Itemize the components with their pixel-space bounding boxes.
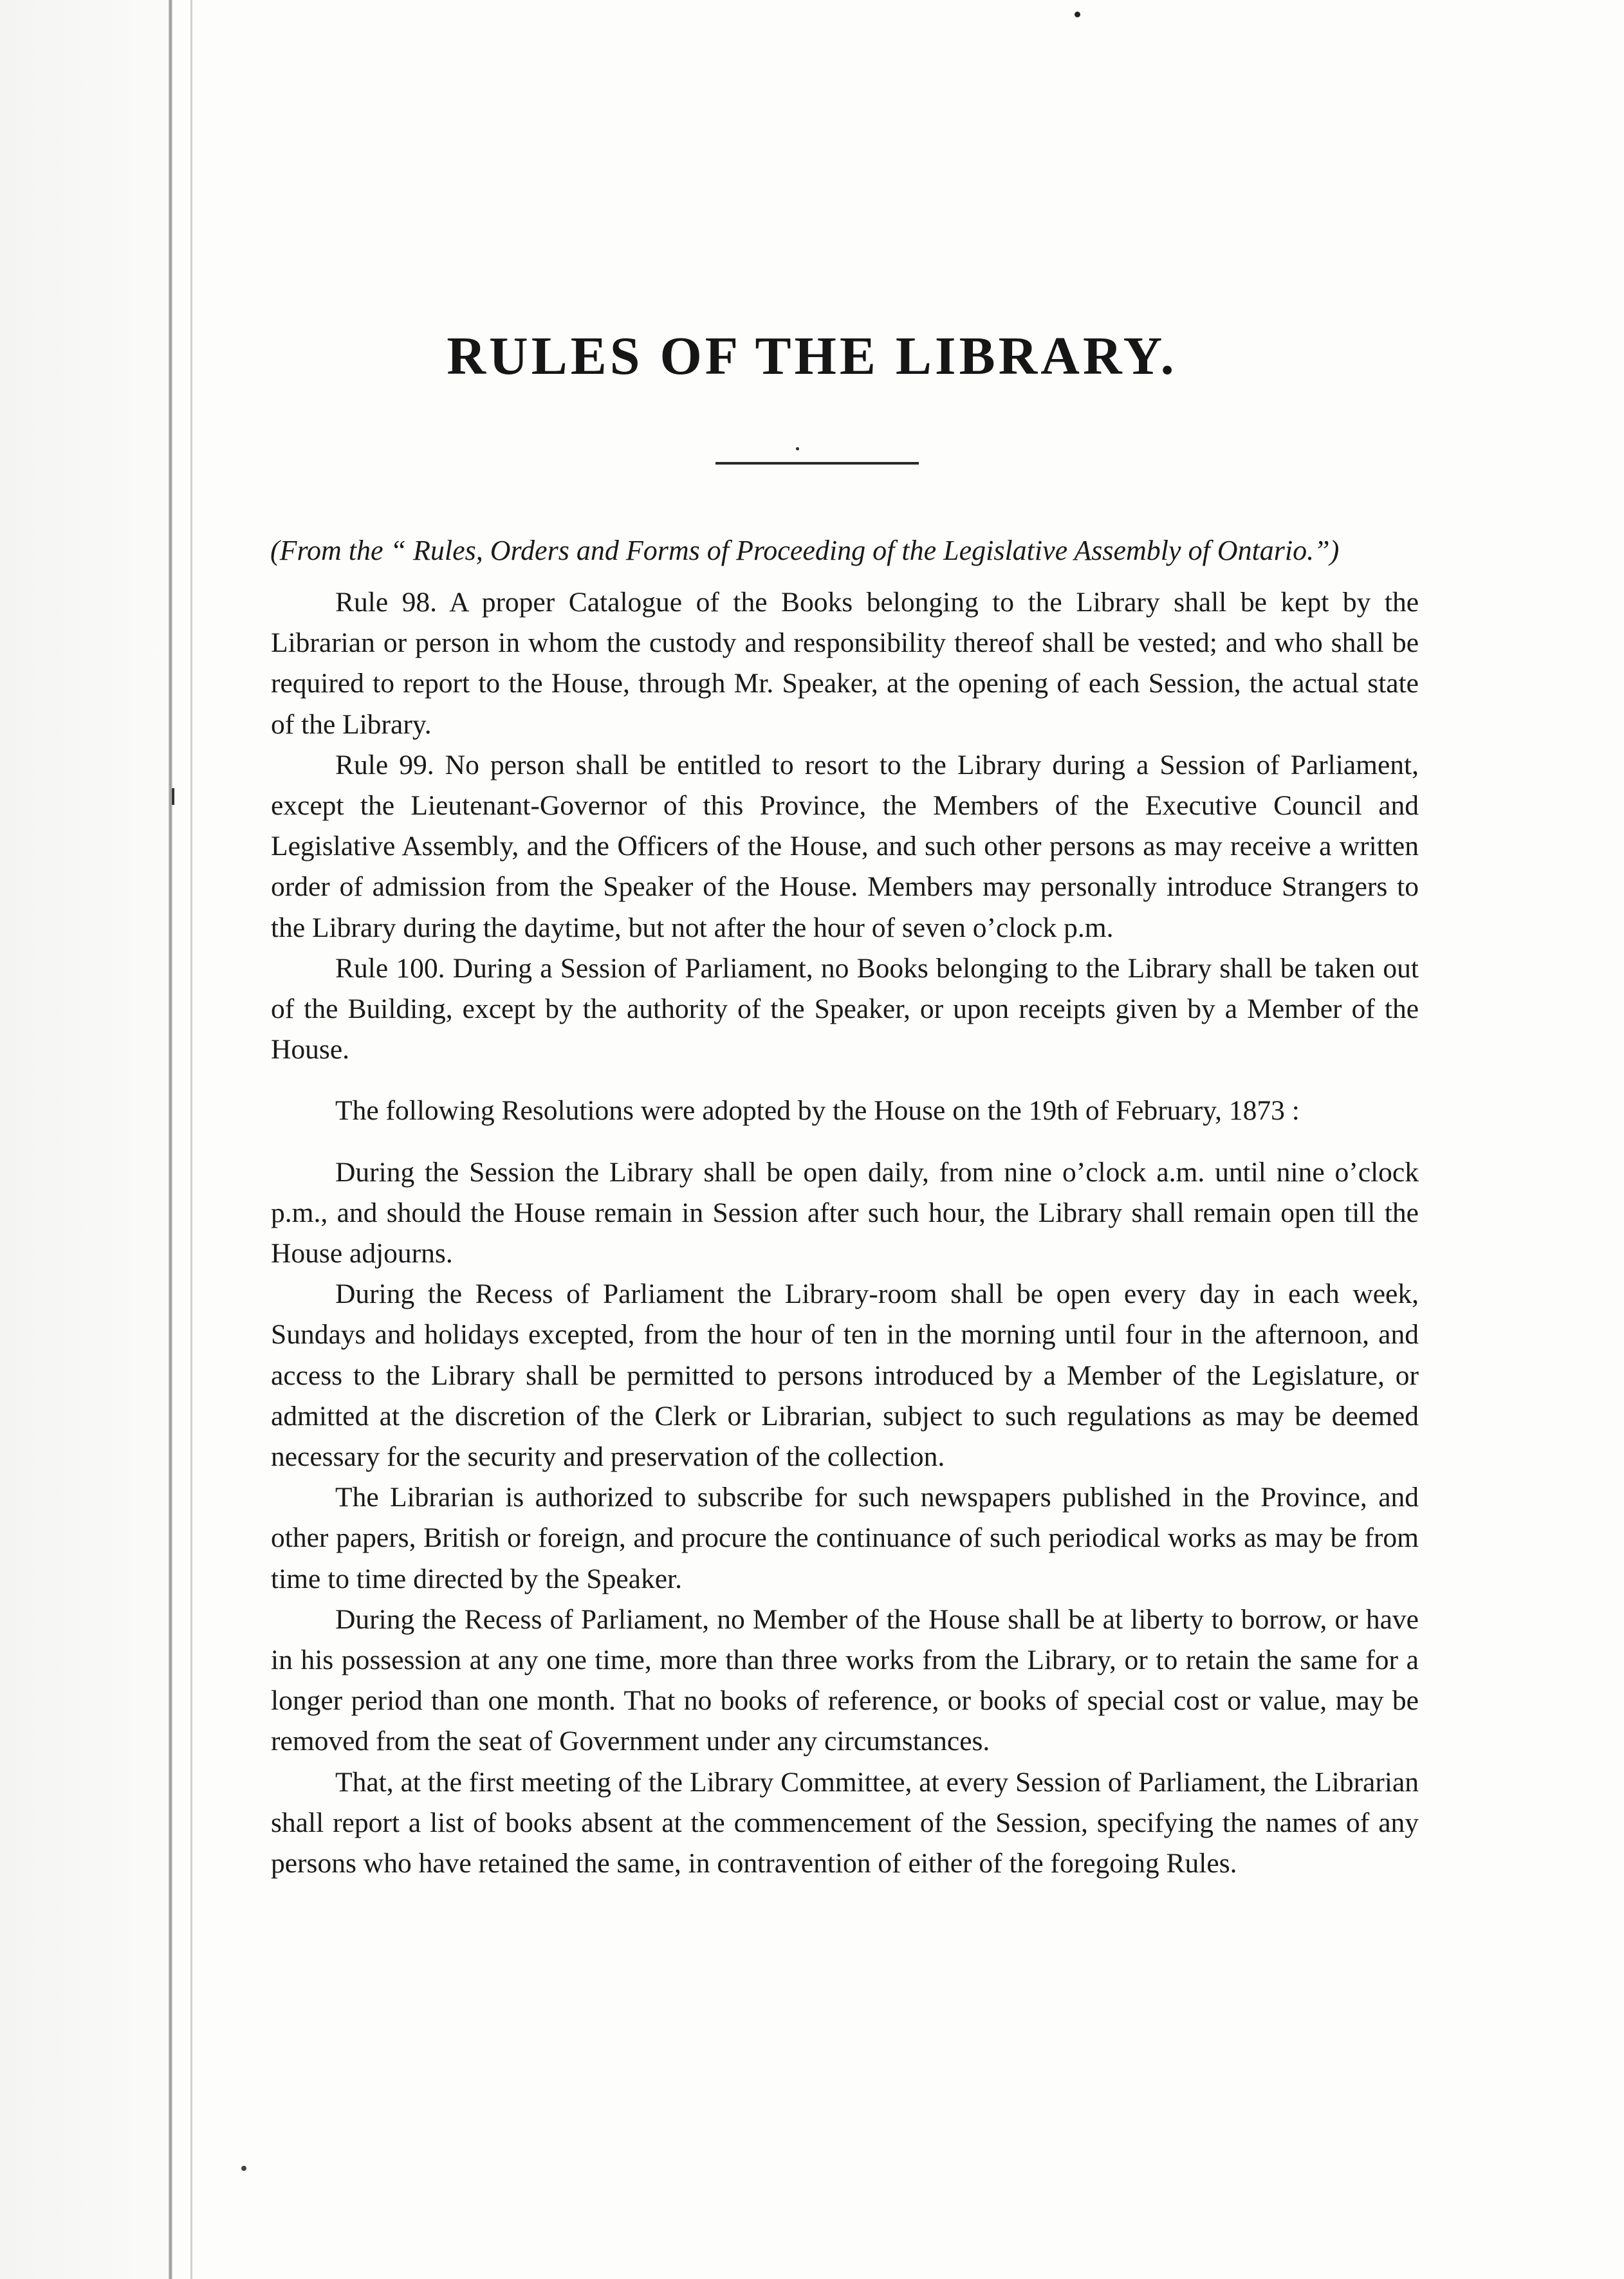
divider-dot xyxy=(796,447,799,450)
paragraph-resolutions-intro: The following Resolutions were adopted by the House on the 19th of February, 1873 : xyxy=(335,1095,1300,1127)
paragraph-newspapers: The Librarian is authorized to subscribe for such newspapers published in the Province, and other papers, British or foreign, and procure the continuance of such periodical works as may be from time to time directed by the Speaker. xyxy=(271,1482,1419,1594)
margin-mark xyxy=(172,788,174,805)
paragraph-rule-99: Rule 99. No person shall be entitled to resort to the Library during a Session of Parliament, except the Lieutenant-Governor of this Province, the Members of the Executive Council and Legislative Assembly, and the Officers of the House, and such other persons as may receive a written order of admission from the Speaker of the House. Members may personally introduce Strangers to the Library during the daytime, but not after the hour of seven o’clock p.m. xyxy=(271,749,1419,943)
paragraph-recess-hours: During the Recess of Parliament the Library-room shall be open every day in each week, Sundays and holidays excepted, from the hour of ten in the morning until four in the afternoon, and access to the Library shall be permitted to persons introduced by a Member of the Legislature, or admitted at the discretion of the Clerk or Librarian, subject to such regulations as may be deemed necessary for the security and preservation of the collection. xyxy=(271,1278,1419,1473)
paragraph-session-hours: During the Session the Library shall be open daily, from nine o’clock a.m. until nine o’clock p.m., and should the House remain in Session after such hour, the Library shall remain open till the House adjourns. xyxy=(271,1156,1419,1269)
body-text xyxy=(271,582,1419,1884)
paragraph-committee-report: That, at the first meeting of the Library Committee, at every Session of Parliament, the Librarian shall report a list of books absent at the commencement of the Session, specifying the names of any persons who have retained the same, in contravention of either of the foregoing Rules. xyxy=(271,1766,1419,1879)
ink-speck-bottom xyxy=(241,2166,246,2171)
title-divider xyxy=(715,462,919,465)
paragraph-rule-100: Rule 100. During a Session of Parliament, no Books belonging to the Library shall be taken out of the Building, except by the authority of the Speaker, or upon receipts given by a Member of the House. xyxy=(271,952,1419,1066)
ink-speck xyxy=(1075,12,1080,17)
page-title: RULES OF THE LIBRARY. xyxy=(447,326,1177,386)
paragraph-borrowing: During the Recess of Parliament, no Member of the House shall be at liberty to borrow, or have in his possession at any one time, more than three works from the Library, or to retain the same for a longer period than one month. That no books of reference, or books of special cost or value, may be removed from the seat of Government under any circumstances. xyxy=(271,1603,1419,1757)
paragraph-rule-98: Rule 98. A proper Catalogue of the Books belonging to the Library shall be kept by the Librarian or person in whom the custody and responsibility thereof shall be vested; and who shall be required to report to the House, through Mr. Speaker, at the opening of each Session, the actual state of the Library. xyxy=(271,587,1419,740)
source-citation: (From the “ Rules, Orders and Forms of Proceeding of the Legislative Assembly of Ontario.”) xyxy=(270,535,1340,566)
